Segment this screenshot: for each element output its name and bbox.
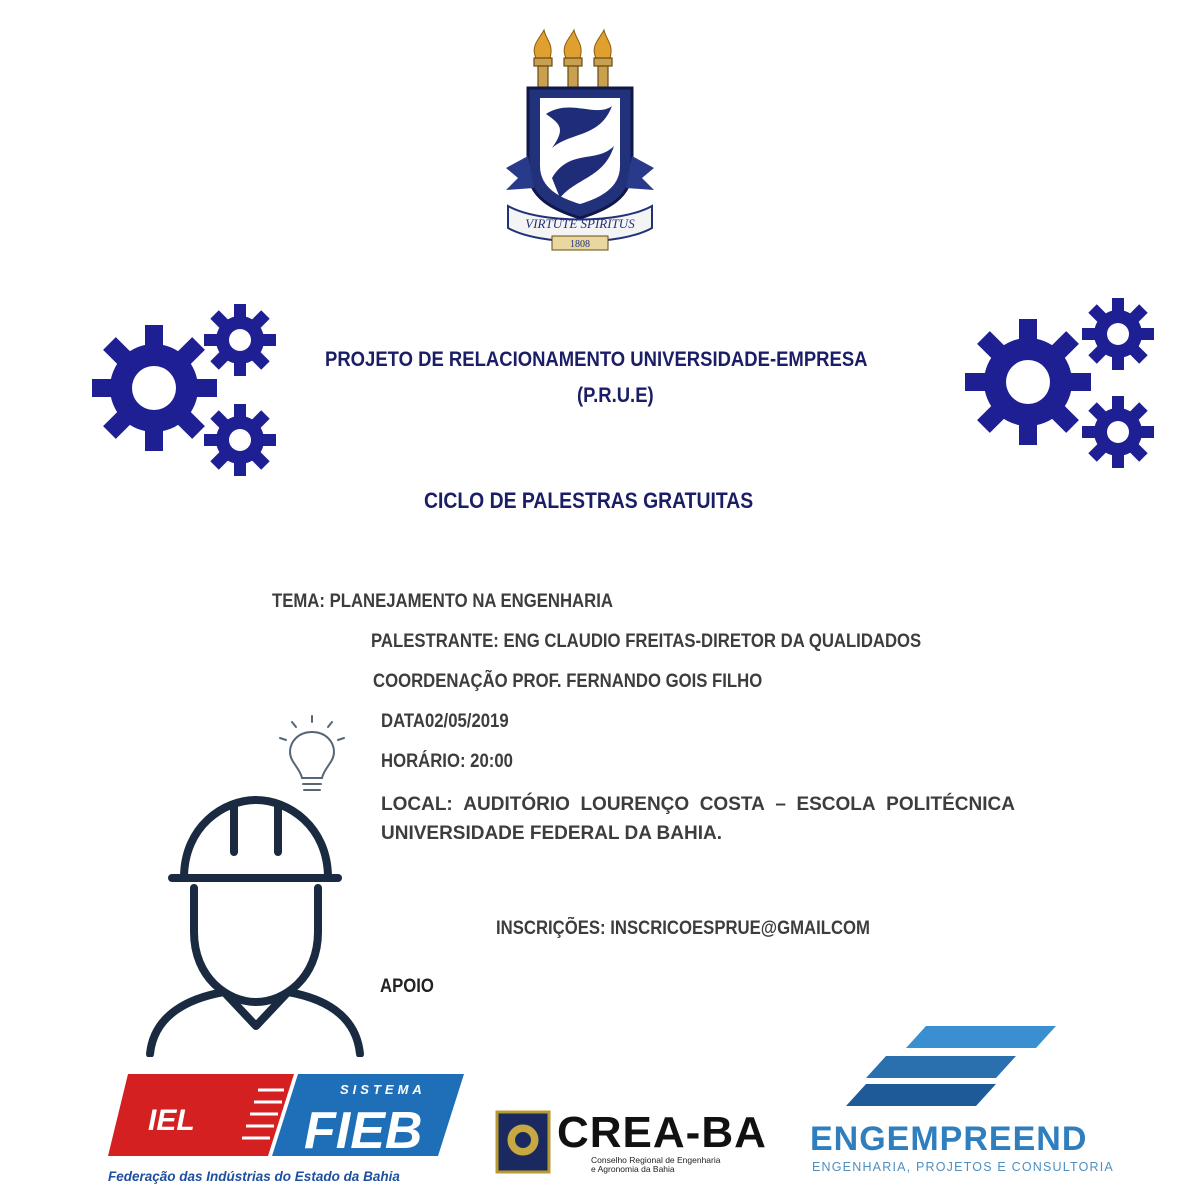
local-word: AUDITÓRIO xyxy=(463,794,570,815)
engempreend-caption: ENGENHARIA, PROJETOS E CONSULTORIA xyxy=(812,1160,1114,1174)
title-line-2: (P.R.U.E) xyxy=(577,384,654,407)
fieb-text: FIEB xyxy=(304,1102,423,1158)
emblem-year: 1808 xyxy=(570,239,590,250)
inscricoes-line: INSCRIÇÕES: INSCRICOESPRUE@GMAILCOM xyxy=(496,918,870,939)
crea-caption-2: e Agronomia da Bahia xyxy=(591,1164,675,1174)
sistema-text: SISTEMA xyxy=(340,1082,426,1097)
title-line-1: PROJETO DE RELACIONAMENTO UNIVERSIDADE-EMPRESA xyxy=(325,348,868,371)
subtitle: CICLO DE PALESTRAS GRATUITAS xyxy=(424,488,754,513)
local-word: ESCOLA xyxy=(796,794,876,815)
iel-caption: Federação das Indústrias do Estado da Bahia xyxy=(108,1169,400,1184)
data-line: DATA02/05/2019 xyxy=(381,711,509,732)
local-word: COSTA xyxy=(699,794,765,815)
local-word: – xyxy=(775,794,786,815)
gear-small-top-icon xyxy=(204,304,276,376)
local-block xyxy=(381,790,1015,848)
emblem-motto: VIRTUTE SPIRITUS xyxy=(525,216,635,231)
local-word: LOCAL: xyxy=(381,794,453,815)
gears-icon-left xyxy=(92,300,292,480)
iel-text: IEL xyxy=(148,1104,195,1137)
torch-flames xyxy=(534,30,611,58)
iel-fieb-logo xyxy=(108,1072,468,1187)
local-word: POLITÉCNICA xyxy=(886,794,1015,815)
gear-large-icon xyxy=(965,319,1091,445)
gears-icon-right xyxy=(962,294,1162,474)
crea-name: CREA-BA xyxy=(557,1108,767,1157)
university-emblem xyxy=(500,28,660,256)
local-line-2: UNIVERSIDADE FEDERAL DA BAHIA. xyxy=(381,823,722,844)
lightbulb-icon xyxy=(272,712,352,802)
local-word: LOURENÇO xyxy=(580,794,690,815)
crea-caption-1: Conselho Regional de Engenharia xyxy=(591,1155,721,1165)
coordenacao-line: COORDENAÇÃO PROF. FERNANDO GOIS FILHO xyxy=(373,671,763,692)
gear-large-icon xyxy=(92,325,217,451)
apoio-label: APOIO xyxy=(380,976,434,997)
engempreend-logo xyxy=(810,1026,1114,1176)
gear-small-top-icon xyxy=(1082,298,1154,370)
crea-ba-logo xyxy=(495,1110,795,1176)
horario-line: HORÁRIO: 20:00 xyxy=(381,751,513,772)
tema-line: TEMA: PLANEJAMENTO NA ENGENHARIA xyxy=(272,591,613,612)
engineer-helmet-icon xyxy=(140,792,370,1057)
palestrante-line: PALESTRANTE: ENG CLAUDIO FREITAS-DIRETOR DA QUALIDADOS xyxy=(371,631,922,652)
gear-small-bottom-icon xyxy=(204,404,276,476)
engempreend-name: ENGEMPREEND xyxy=(810,1120,1088,1158)
local-line-1 xyxy=(381,790,1015,819)
crea-seal-icon xyxy=(495,1110,551,1174)
engempreend-mark-icon xyxy=(846,1026,1066,1110)
gear-small-bottom-icon xyxy=(1082,396,1154,468)
